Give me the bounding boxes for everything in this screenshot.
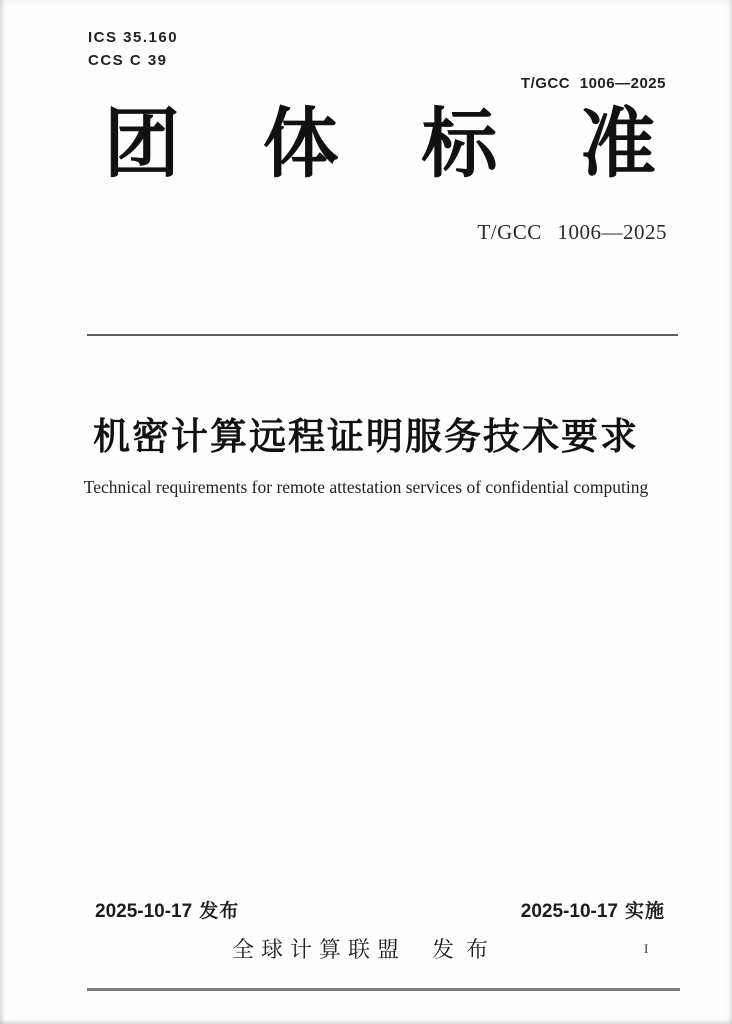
document-type-title bbox=[104, 102, 656, 188]
publisher-line bbox=[0, 933, 732, 964]
implementation-date: 2025-10-17 bbox=[520, 901, 618, 922]
publisher-action: 发布 bbox=[432, 937, 501, 962]
ics-code: ICS 35.160 bbox=[88, 29, 179, 46]
ccs-code: CCS C 39 bbox=[88, 52, 168, 69]
issue-label: 发布 bbox=[199, 901, 240, 922]
doc-type-char: 体 bbox=[262, 102, 339, 187]
doc-type-char: 标 bbox=[421, 102, 498, 187]
implementation-label: 实施 bbox=[624, 901, 665, 922]
classification-codes bbox=[88, 26, 178, 72]
horizontal-rule-top bbox=[87, 334, 678, 336]
publisher-organization: 全球计算联盟 bbox=[231, 937, 406, 962]
standard-number-header: T/GCC 1006—2025 bbox=[520, 75, 666, 92]
issue-date: 2025-10-17 bbox=[95, 901, 193, 922]
implementation-date-block bbox=[521, 896, 665, 923]
issue-date-block bbox=[95, 896, 239, 923]
standard-number-serif: T/GCC 1006—2025 bbox=[477, 220, 667, 244]
document-title-english: Technical requirements for remote attestation services of confidential computing bbox=[83, 477, 649, 497]
document-title-chinese: 机密计算远程证明服务技术要求 bbox=[93, 416, 639, 457]
scan-edge-bottom bbox=[0, 1019, 732, 1024]
doc-type-char: 团 bbox=[104, 102, 180, 187]
doc-type-char: 准 bbox=[579, 102, 656, 187]
horizontal-rule-bottom bbox=[87, 988, 680, 991]
page-number: I bbox=[644, 941, 649, 956]
scan-edge-left bbox=[0, 0, 5, 1024]
scan-edge-right bbox=[728, 0, 732, 1024]
